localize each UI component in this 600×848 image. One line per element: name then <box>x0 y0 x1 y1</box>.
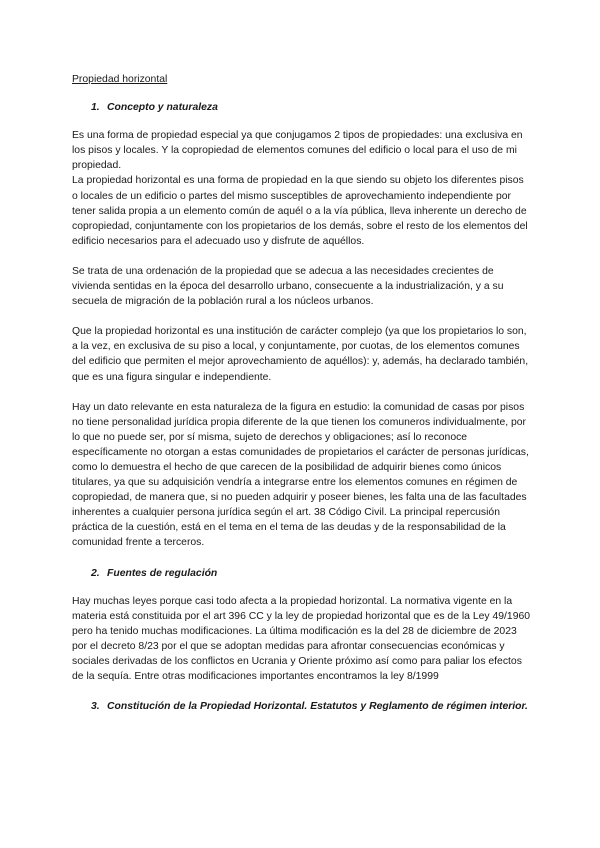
paragraph: Hay un dato relevante en esta naturaleza de la figura en estudio: la comunidad de casas por pisos no tiene personalidad jurídica propia diferente de la que tienen los comuneros individualmente, por lo que no puede ser, por sí misma, sujeto de derechos y obligaciones; así lo reconoce específicamente no otorgan a estas comunidades de propietarios el carácter de personas jurídicas, como lo demuestra el hecho de que carecen de la posibilidad de adquirir bienes como únicos titulares, ya que su adquisición vendría a integrarse entre los elementos comunes en régimen de copropiedad, de manera que, si no pueden adquirir y poseer bienes, les falta una de las facultades inherentes a cualquier persona jurídica según el art. 38 Código Civil. La principal repercusión práctica de la cuestión, está en el tema en el tema de las deudas y de la responsabilidad de la comunidad frente a terceros. <box>72 401 529 549</box>
section-heading <box>72 100 532 115</box>
section-number: 2. <box>91 567 100 579</box>
section-heading <box>72 699 532 714</box>
paragraph: La propiedad horizontal es una forma de propiedad en la que siendo su objeto los diferentes pisos o locales de un edificio o partes del mismo susceptibles de aprovechamiento independiente por tener salida propia a un elemento común de aquél o a la vía pública, lleva inherente un derecho de copropiedad, conjuntamente con los propietarios de los demás, sobre el resto de los elementos del edificio necesarios para el adecuado uso y disfrute de aquéllos. <box>72 175 528 247</box>
paragraph: Que la propiedad horizontal es una institución de carácter complejo (ya que los propietarios lo son, a la vez, en exclusiva de su piso a local, y conjuntamente, por cuotas, de los elementos comunes del edificio que permiten el mejor aprovechamiento de aquéllos): y, además, ha declarado también, que es una figura singular e independiente. <box>72 326 529 383</box>
section-title: Constitución de la Propiedad Horizontal. Estatutos y Reglamento de régimen interior. <box>107 701 528 713</box>
section-number: 3. <box>91 701 100 713</box>
paragraph: Es una forma de propiedad especial ya que conjugamos 2 tipos de propiedades: una exclusiva en los pisos y locales. Y la copropiedad de elementos comunes del edificio o local para el uso de mi propiedad. <box>72 130 523 172</box>
document-page <box>72 72 532 727</box>
section-heading <box>72 566 532 581</box>
section-title: Concepto y naturaleza <box>107 102 218 114</box>
paragraph: Hay muchas leyes porque casi todo afecta a la propiedad horizontal. La normativa vigente en la materia está constituida por el art 396 CC y la ley de propiedad horizontal que es de la Ley 49/1960 pero ha tenido muchas modificaciones. La última modificación es la del 28 de diciembre de 2023 por el decreto 8/23 por el que se adoptan medidas para afrontar consecuencias económicas y sociales derivadas de los conflictos en Ucrania y Oriente próximo así como para paliar los efectos de la sequía. Entre otras modificaciones importantes encontramos la ley 8/1999 <box>72 595 531 683</box>
paragraph: Se trata de una ordenación de la propiedad que se adecua a las necesidades crecientes de vivienda sentidas en la época del desarrollo urbano, consecuente a la industrialización, y a su secuela de migración de la población rural a los núcleos urbanos. <box>72 265 504 308</box>
section-title: Fuentes de regulación <box>107 567 218 579</box>
document-title: Propiedad horizontal <box>72 74 168 85</box>
section-number: 1. <box>91 102 100 114</box>
